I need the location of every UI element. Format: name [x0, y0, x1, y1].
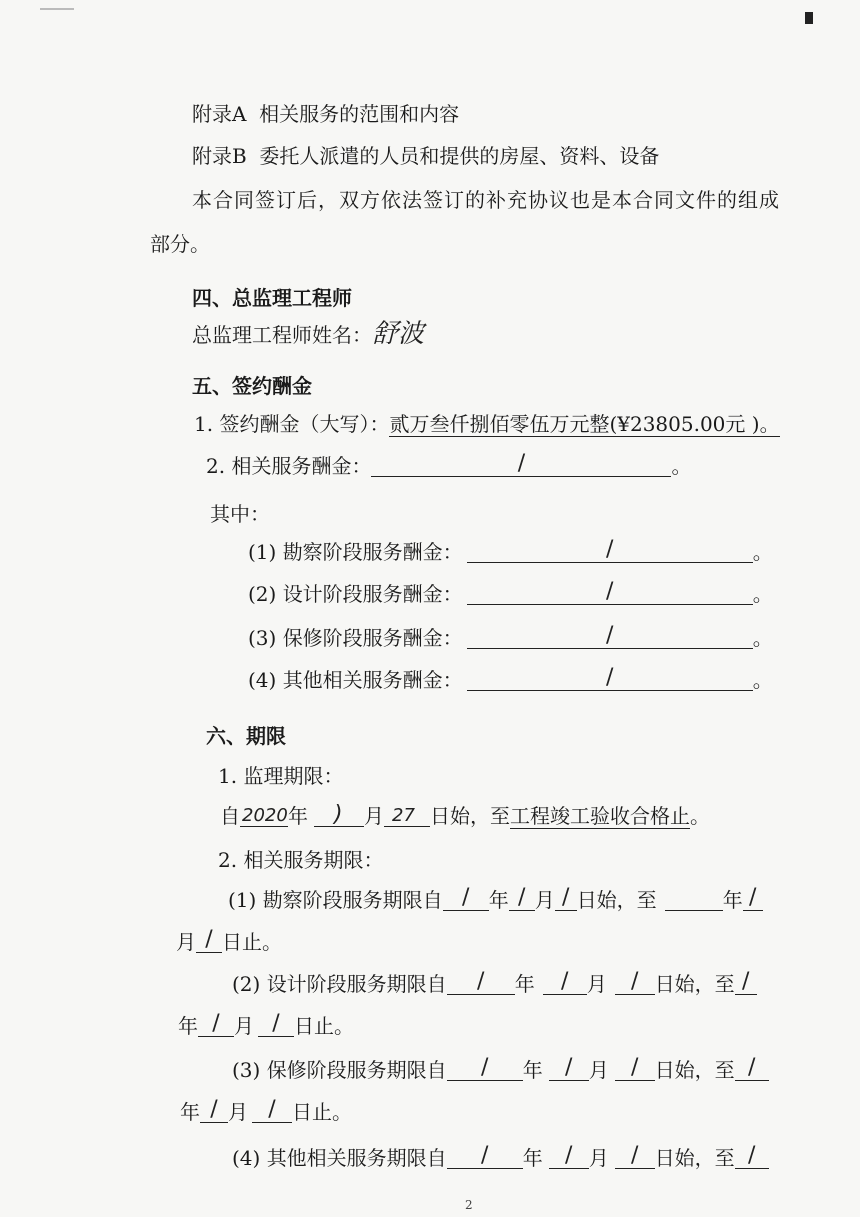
blank-slash: /	[212, 1011, 220, 1036]
p1-day-blank	[555, 885, 577, 911]
blank-slash: /	[564, 1055, 573, 1080]
blank-slash: /	[480, 1055, 489, 1080]
fee-sub-1-blank	[467, 537, 753, 563]
blank-slash: /	[630, 1055, 639, 1080]
month-label: 月	[588, 1058, 609, 1082]
year-label: 年	[288, 804, 308, 828]
p1-month-blank	[509, 885, 535, 911]
blank-slash: /	[605, 537, 614, 562]
chief-engineer-label: 总监理工程师姓名：	[192, 323, 372, 347]
p1-end-day-blank	[196, 927, 222, 953]
period-sub-3	[232, 1056, 769, 1084]
day-end-label: 日止。	[292, 1100, 352, 1124]
p3-end-year-blank	[735, 1055, 769, 1081]
p1-end-month-blank	[743, 885, 763, 911]
blank-slash: /	[630, 969, 639, 994]
blank-slash: /	[561, 885, 570, 910]
fee-sub-2	[248, 580, 773, 608]
year-handwritten: 2020	[242, 805, 288, 826]
period-sub-1	[228, 886, 763, 914]
p3-end-month-blank	[200, 1097, 228, 1123]
day-handwritten: 27	[392, 805, 415, 826]
appendix-b-text: 委托人派遣的人员和提供的房屋、资料、设备	[259, 144, 660, 168]
fee-sub-4-label: (4) 其他相关服务酬金：	[248, 668, 463, 692]
period-sub-3-cont	[180, 1098, 352, 1126]
day-end-label: 日止。	[222, 930, 282, 954]
day-end-label: 日止。	[294, 1014, 354, 1038]
section5-heading: 五、签约酬金	[192, 374, 312, 398]
fee-sub-1	[248, 538, 773, 566]
period: 。	[752, 582, 773, 606]
month-label: 月	[588, 1146, 609, 1170]
period: 。	[752, 626, 773, 650]
fee-row-1	[194, 410, 780, 438]
p2-end-month-blank	[198, 1011, 234, 1037]
p4-day-blank	[615, 1143, 655, 1169]
period: 。	[690, 804, 710, 828]
period-sub-4	[232, 1144, 769, 1172]
day-start-label: 日始，至	[654, 1146, 735, 1170]
related-period-label: 2. 相关服务期限：	[218, 848, 384, 872]
blank-slash: /	[476, 969, 485, 994]
month-label: 月	[176, 930, 196, 954]
until-text: 工程竣工验收合格止	[510, 804, 690, 828]
year-label: 年	[514, 972, 535, 996]
blank-slash: /	[272, 1011, 280, 1036]
fee-sub-3-blank	[467, 623, 753, 649]
year-label: 年	[180, 1100, 200, 1124]
fee-sub-2-label: (2) 设计阶段服务酬金：	[248, 582, 463, 606]
p2-end-day-blank	[258, 1011, 294, 1037]
year-label: 年	[722, 888, 743, 912]
blank-slash: /	[268, 1097, 276, 1122]
binding-mark	[805, 12, 813, 24]
p2-day-blank	[615, 969, 655, 995]
fee-value-1: 贰万叁仟捌佰零伍万元整(¥23805.00元 )。	[389, 412, 780, 436]
blank-slash: /	[605, 665, 614, 690]
fee-sub-4	[248, 666, 773, 694]
month-label: 月	[228, 1100, 248, 1124]
month-blank	[314, 804, 364, 827]
appendix-a	[192, 100, 459, 128]
fee-label-1: 1. 签约酬金（大写）：	[194, 412, 390, 436]
blank-slash: /	[748, 885, 757, 910]
p3-end-day-blank	[252, 1097, 292, 1123]
day-blank	[384, 804, 430, 827]
blank-slash: /	[564, 1143, 573, 1168]
p3-year-blank	[447, 1055, 523, 1081]
supplement-cont: 部分。	[150, 232, 210, 256]
month-label: 月	[586, 972, 607, 996]
day-start-label: 日始，至	[654, 1058, 735, 1082]
fee-sub-4-blank	[467, 665, 753, 691]
page-number: 2	[465, 1198, 473, 1212]
period-sub-1-label: (1) 勘察阶段服务期限自	[228, 888, 443, 912]
fee-sub-1-label: (1) 勘察阶段服务酬金：	[248, 540, 463, 564]
period: 。	[671, 454, 692, 478]
year-label: 年	[522, 1058, 543, 1082]
fee-row-2	[206, 452, 691, 480]
chief-engineer-signature: 舒波	[372, 319, 425, 349]
blank-slash: /	[517, 885, 526, 910]
chief-engineer-row	[192, 320, 424, 349]
year-label: 年	[178, 1014, 198, 1038]
among-label: 其中：	[210, 502, 270, 526]
blank-slash: /	[205, 927, 213, 952]
p4-month-blank	[549, 1143, 589, 1169]
blank-slash: /	[605, 579, 614, 604]
appendix-b-label: 附录B	[192, 144, 247, 168]
period-sub-2-label: (2) 设计阶段服务期限自	[232, 972, 447, 996]
fee-sub-2-blank	[467, 579, 753, 605]
p1-year-blank	[443, 885, 489, 911]
fee-sub-3-label: (3) 保修阶段服务酬金：	[248, 626, 463, 650]
period-sub-1-cont	[176, 928, 282, 956]
month-label: 月	[364, 804, 384, 828]
blank-slash: /	[630, 1143, 639, 1168]
blank-slash: /	[461, 885, 470, 910]
period-sub-3-label: (3) 保修阶段服务期限自	[232, 1058, 447, 1082]
p3-month-blank	[549, 1055, 589, 1081]
p2-month-blank	[543, 969, 587, 995]
appendix-a-label: 附录A	[192, 102, 247, 126]
blank-slash: /	[210, 1097, 218, 1122]
from-label: 自	[220, 804, 240, 828]
year-blank	[240, 804, 288, 827]
p3-day-blank	[615, 1055, 655, 1081]
p1-end-year-blank	[665, 888, 723, 911]
fee-blank-2	[371, 451, 671, 477]
month-handwritten: )	[334, 802, 343, 827]
p4-year-blank	[447, 1143, 523, 1169]
supervision-period-label: 1. 监理期限：	[218, 764, 344, 788]
period-sub-2-cont	[178, 1012, 354, 1040]
period-sub-4-label: (4) 其他相关服务期限自	[232, 1146, 447, 1170]
supplement-text: 本合同签订后，双方依法签订的补充协议也是本合同文件的组成	[192, 188, 780, 212]
day-start-label: 日始，至	[654, 972, 735, 996]
blank-slash: /	[605, 623, 614, 648]
year-label: 年	[488, 888, 509, 912]
appendix-b	[192, 142, 659, 170]
section4-heading: 四、总监理工程师	[192, 286, 352, 310]
p4-end-year-blank	[735, 1143, 769, 1169]
blank-slash: /	[560, 969, 569, 994]
supervision-period-row	[220, 802, 710, 830]
year-label: 年	[522, 1146, 543, 1170]
fee-label-2: 2. 相关服务酬金：	[206, 454, 372, 478]
period: 。	[752, 540, 773, 564]
blank-slash: /	[480, 1143, 489, 1168]
fee-sub-3	[248, 624, 773, 652]
month-label: 月	[534, 888, 555, 912]
month-label: 月	[234, 1014, 254, 1038]
day-start-label: 日始，至	[576, 888, 657, 912]
p2-year-blank	[447, 969, 515, 995]
p2-end-year-blank	[735, 969, 757, 995]
section6-heading: 六、期限	[206, 724, 286, 748]
blank-slash: /	[747, 1143, 756, 1168]
scan-mark	[40, 8, 74, 10]
blank-slash: /	[747, 1055, 756, 1080]
appendix-a-text: 相关服务的范围和内容	[259, 102, 460, 126]
period-sub-2	[232, 970, 757, 998]
blank-slash: /	[741, 969, 750, 994]
period: 。	[752, 668, 773, 692]
blank-slash: /	[517, 451, 526, 476]
day-start-label: 日始，至	[430, 804, 510, 828]
